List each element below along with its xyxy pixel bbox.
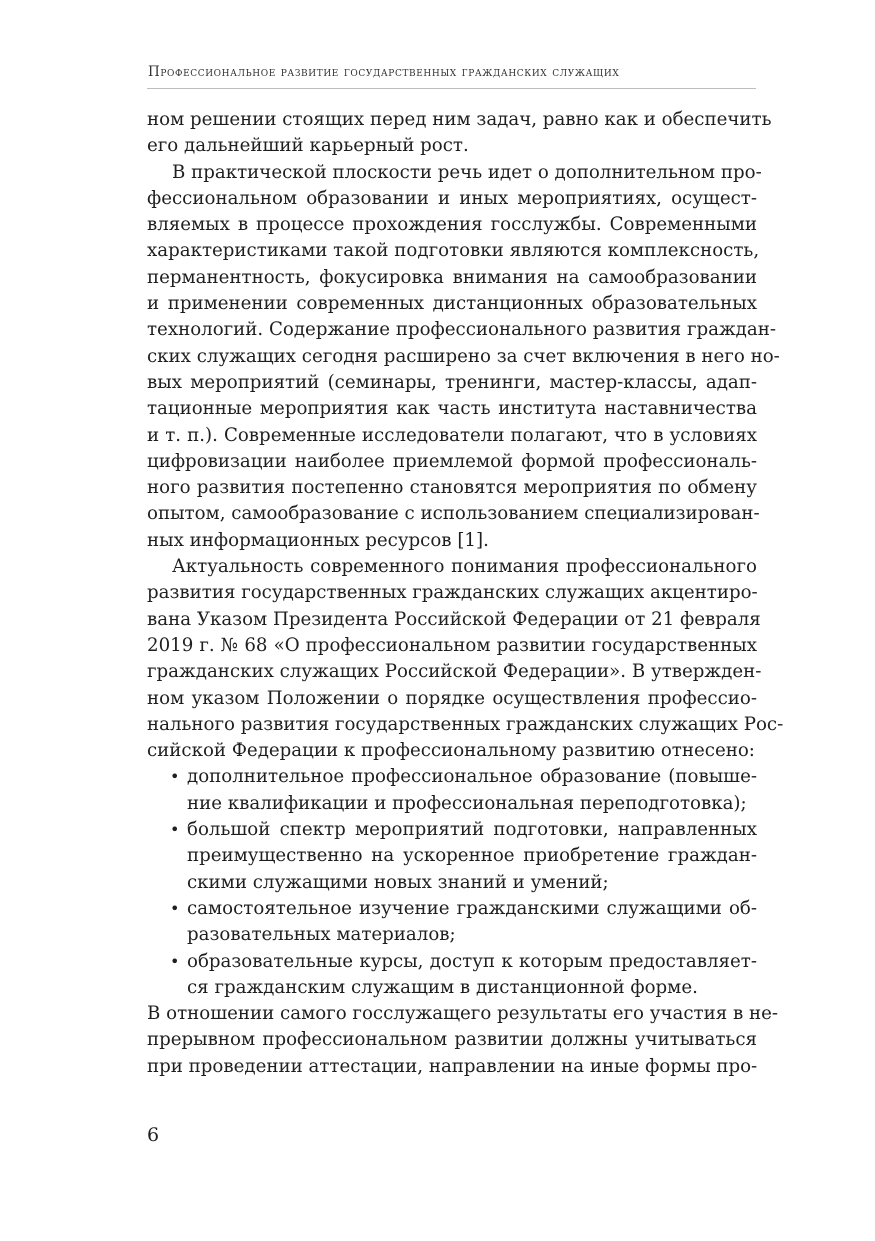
bullet-list [147, 764, 757, 1001]
text-line: прерывном профессиональном развитии должны учитываться [147, 1029, 757, 1051]
text-line: перманентность, фокусировка внимания на самообразовании [147, 266, 757, 288]
text-line: сийской Федерации к профессиональному развитию отнесено: [147, 740, 755, 762]
text-line: развития государственных гражданских служащих акцентиро- [147, 582, 758, 604]
bullet-icon: • [170, 898, 180, 918]
text-line: ние квалификации и профессиональная переподготовка); [187, 792, 747, 814]
text-line: Актуальность современного понимания профессионального [172, 556, 757, 578]
paragraph-continuation [147, 107, 772, 160]
bullet-item [147, 949, 757, 1002]
bullet-text: самостоятельное изучение гражданскими служащими об- [187, 897, 757, 919]
text-line: В практической плоскости речь идет о дополнительном про- [172, 161, 762, 183]
page-number: 6 [147, 1124, 160, 1146]
header-rule [147, 88, 756, 89]
text-line: преимущественно на ускоренное приобретение граждан- [187, 845, 757, 867]
text-line: фессиональном образовании и иных мероприятиях, осущест- [147, 187, 757, 209]
text-line: вана Указом Президента Российской Федерации от 21 февраля [147, 608, 761, 630]
running-head: Профессиональное развитие государственных гражданских служащих [148, 64, 620, 80]
text-line [147, 764, 757, 790]
paragraph-closing [147, 1001, 779, 1080]
bullet-icon: • [170, 767, 180, 787]
text-line [147, 896, 757, 922]
text-line: цифровизации наиболее приемлемой формой профессиональ- [147, 450, 757, 472]
text-line: тационные мероприятия как часть института наставничества [147, 398, 757, 420]
text-line: ного развития постепенно становятся мероприятия по обмену [147, 477, 757, 499]
bullet-icon: • [170, 951, 180, 971]
text-line [147, 949, 757, 975]
text-line: вляемых в процессе прохождения госслужбы. Современными [147, 214, 757, 236]
paragraph [147, 160, 780, 554]
bullet-item [147, 896, 757, 949]
text-line: при проведении аттестации, направлении на иные формы про- [147, 1055, 758, 1077]
text-line: и т. п.). Современные исследователи полагают, что в условиях [147, 424, 757, 446]
body-text [147, 107, 784, 1080]
text-line: В отношении самого госслужащего результаты его участия в не- [147, 1003, 779, 1025]
text-line: и применении современных дистанционных образовательных [147, 293, 757, 315]
bullet-text: дополнительное профессиональное образование (повыше- [187, 766, 757, 788]
text-line: ся гражданским служащим в дистанционной форме. [187, 976, 698, 998]
text-line: ных информационных ресурсов [1]. [147, 529, 489, 551]
text-line: ном решении стоящих перед ним задач, равно как и обеспечить [147, 109, 772, 130]
text-line: технологий. Содержание профессионального развития граждан- [147, 319, 776, 341]
text-line: характеристиками такой подготовки являются комплексность, [147, 240, 760, 262]
bullet-icon: • [170, 820, 180, 840]
text-line: гражданских служащих Российской Федерации». В утвержден- [147, 661, 762, 683]
text-line: ном указом Положении о порядке осуществления профессио- [147, 687, 757, 709]
text-line: 2019 г. № 68 «О профессиональном развитии государственных [147, 634, 757, 656]
paragraph [147, 554, 784, 764]
text-line: скими служащими новых знаний и умений; [187, 871, 609, 893]
text-line: ских служащих сегодня расширено за счет включения в него но- [147, 345, 780, 367]
bullet-item [147, 817, 757, 896]
text-line: разовательных материалов; [187, 924, 456, 946]
text-line: его дальнейший карьерный рост. [147, 135, 469, 157]
text-line: нального развития государственных гражданских служащих Рос- [147, 713, 784, 735]
text-line: опытом, самообразование с использованием специализирован- [147, 503, 760, 525]
bullet-text: большой спектр мероприятий подготовки, направленных [187, 819, 757, 841]
bullet-text: образовательные курсы, доступ к которым предоставляет- [187, 950, 757, 972]
text-line [147, 817, 757, 843]
text-line: вых мероприятий (семинары, тренинги, мастер-классы, адап- [147, 371, 757, 393]
bullet-item [147, 764, 757, 817]
